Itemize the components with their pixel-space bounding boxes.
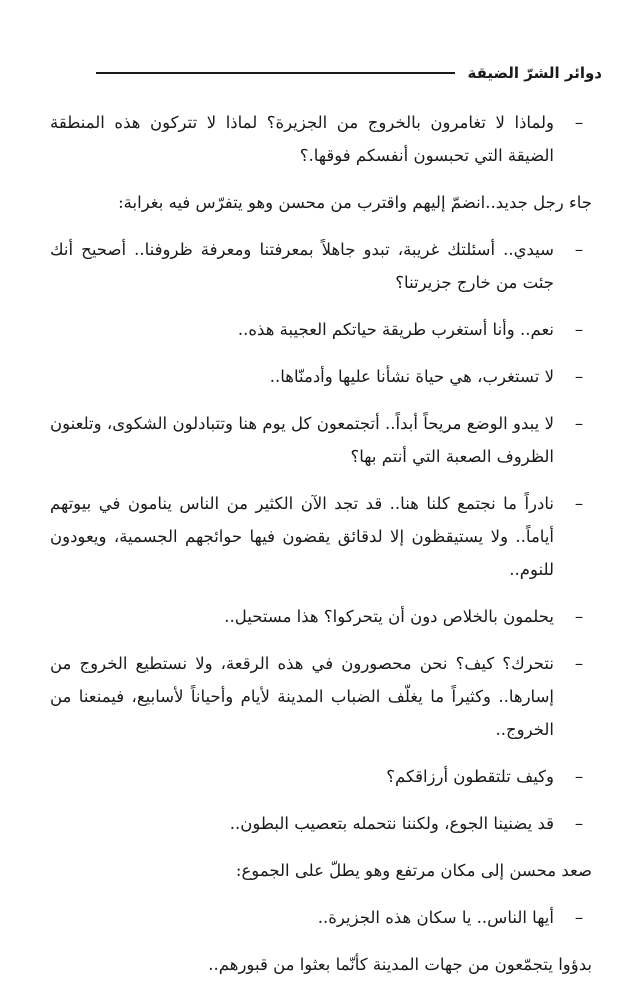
line-text: لا يبدو الوضع مريحاً أبداً.. أتجتمعون كل يوم هنا وتتبادلون الشكوى، وتلعنون الظروف الصعبة التي أنتم بها؟ bbox=[50, 414, 554, 466]
line-text: بدؤوا يتجمّعون من جهات المدينة كأنّما بعثوا من قبورهم.. bbox=[208, 955, 592, 974]
dialogue-line bbox=[50, 600, 592, 633]
header-title: دوائر الشرّ الضيقة bbox=[467, 64, 602, 82]
dialogue-dash: – bbox=[574, 767, 584, 786]
dialogue-dash: – bbox=[574, 240, 584, 259]
dialogue-dash: – bbox=[574, 494, 584, 513]
line-text: قد يضنينا الجوع، ولكننا نتحمله بتعصيب البطون.. bbox=[229, 814, 554, 833]
dialogue-dash: – bbox=[574, 908, 584, 927]
dialogue-line bbox=[50, 407, 592, 473]
line-text: يحلمون بالخلاص دون أن يتحركوا؟ هذا مستحيل.. bbox=[224, 607, 554, 626]
running-header bbox=[96, 58, 602, 88]
dialogue-line bbox=[50, 807, 592, 840]
dialogue-line bbox=[50, 360, 592, 393]
dialogue-dash: – bbox=[574, 113, 584, 132]
dialogue-dash: – bbox=[574, 320, 584, 339]
dialogue-line bbox=[50, 760, 592, 793]
dialogue-line bbox=[50, 487, 592, 586]
line-text: جاء رجل جديد..انضمّ إليهم واقترب من محسن وهو يتفرّس فيه بغرابة: bbox=[118, 193, 592, 212]
dialogue-line bbox=[50, 647, 592, 746]
dialogue-dash: – bbox=[574, 367, 584, 386]
line-text: أيها الناس.. يا سكان هذه الجزيرة.. bbox=[317, 908, 554, 927]
page-body bbox=[50, 106, 592, 995]
dialogue-dash: – bbox=[574, 654, 584, 673]
narration-line bbox=[50, 854, 592, 887]
line-text: لا تستغرب، هي حياة نشأنا عليها وأدمنّاها.. bbox=[269, 367, 554, 386]
dialogue-dash: – bbox=[574, 814, 584, 833]
dialogue-line bbox=[50, 313, 592, 346]
dialogue-line bbox=[50, 901, 592, 934]
narration-line bbox=[50, 186, 592, 219]
narration-line bbox=[50, 948, 592, 981]
line-text: نادراً ما نجتمع كلنا هنا.. قد تجد الآن الكثير من الناس ينامون في بيوتهم أياماً.. ولا يستيقظون إلا لدقائق يقضون فيها حوائجهم الجسمية، ويعودون للنوم.. bbox=[50, 494, 554, 579]
header-rule bbox=[96, 72, 455, 74]
dialogue-line bbox=[50, 106, 592, 172]
line-text: وكيف تلتقطون أرزاقكم؟ bbox=[386, 767, 554, 786]
dialogue-dash: – bbox=[574, 607, 584, 626]
dialogue-line bbox=[50, 233, 592, 299]
dialogue-dash: – bbox=[574, 414, 584, 433]
line-text: نتحرك؟ كيف؟ نحن محصورون في هذه الرقعة، ولا نستطيع الخروج من إسارها.. وكثيراً ما يغلّف الضباب المدينة لأيام وأحياناً لأسابيع، فيمنعنا من الخروج.. bbox=[50, 654, 554, 739]
line-text: نعم.. وأنا أستغرب طريقة حياتكم العجيبة هذه.. bbox=[237, 320, 554, 339]
line-text: ولماذا لا تغامرون بالخروج من الجزيرة؟ لماذا لا تتركون هذه المنطقة الضيقة التي تحبسون أنفسكم فوقها.؟ bbox=[50, 113, 554, 165]
line-text: صعد محسن إلى مكان مرتفع وهو يطلّ على الجموع: bbox=[235, 861, 592, 880]
line-text: سيدي.. أسئلتك غريبة، تبدو جاهلاً بمعرفتنا ومعرفة ظروفنا.. أصحيح أنك جئت من خارج جزيرتنا؟ bbox=[50, 240, 554, 292]
